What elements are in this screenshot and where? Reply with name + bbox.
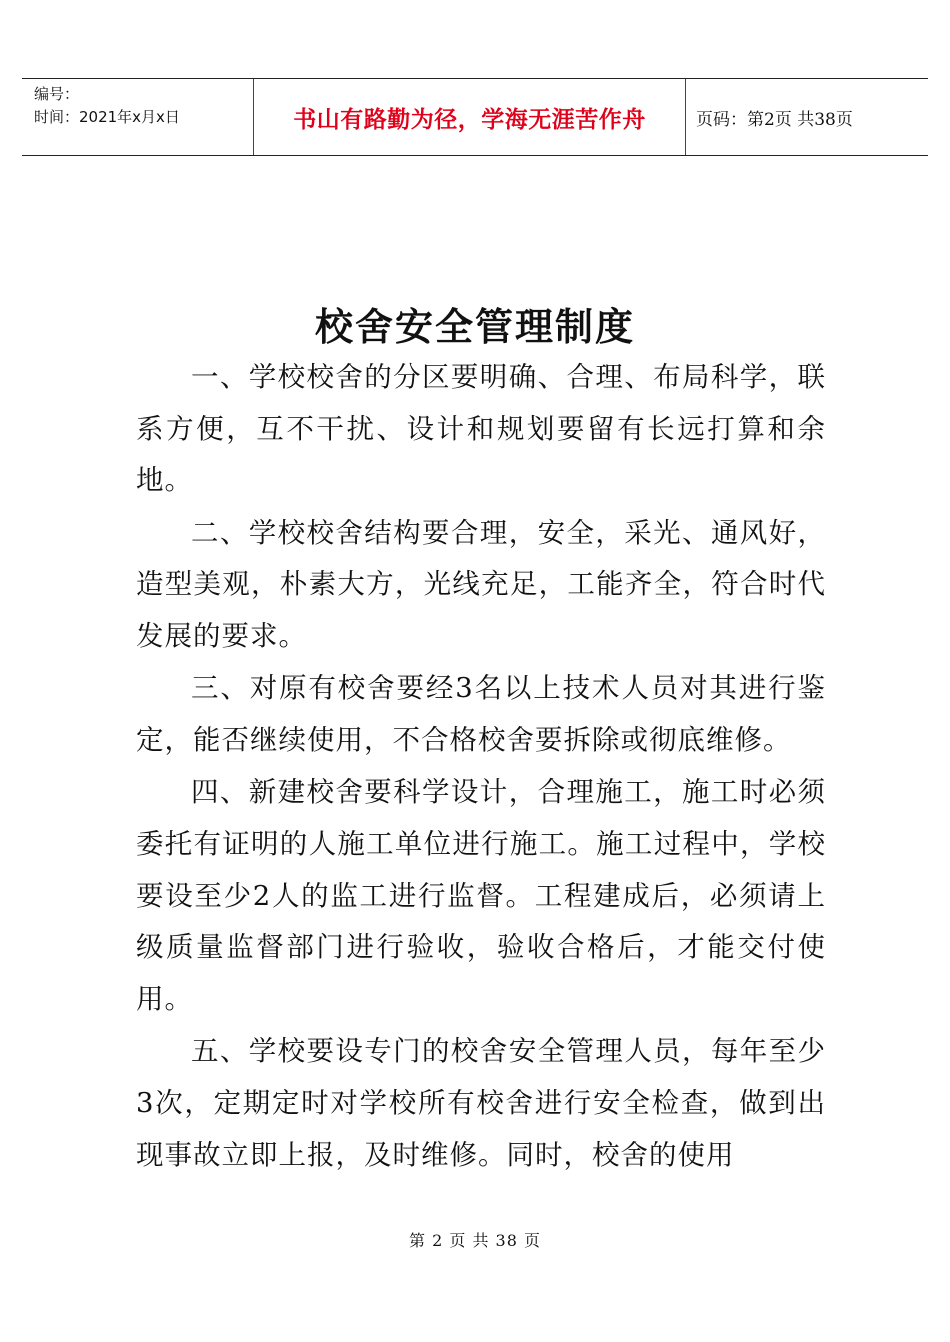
paragraph-4: 四、新建校舍要科学设计，合理施工，施工时必须委托有证明的人施工单位进行施工。施工过程中，学校要设至少2人的监工进行监督。工程建成后，必须请上级质量监督部门进行验收，验收合格后，才能交付使用。 — [136, 776, 826, 1015]
paragraph-3: 三、对原有校舍要经3名以上技术人员对其进行鉴定，能否继续使用，不合格校舍要拆除或彻底维修。 — [136, 672, 826, 756]
paragraph-5: 五、学校要设专门的校舍安全管理人员，每年至少3次，定期定时对学校所有校舍进行安全检查，做到出现事故立即上报，及时维修。同时，校舍的使用 — [136, 1035, 826, 1171]
document-time-label: 时间：2021年x月x日 — [34, 108, 180, 126]
document-body — [136, 352, 826, 1181]
page-header — [22, 78, 928, 156]
header-page-info: 页码：第2页 共38页 — [696, 109, 853, 130]
document-title: 校舍安全管理制度 — [314, 304, 635, 349]
document-number-label: 编号： — [34, 85, 80, 103]
paragraph-1: 一、学校校舍的分区要明确、合理、布局科学，联系方便，互不干扰、设计和规划要留有长远打算和余地。 — [136, 361, 826, 497]
header-meta — [22, 79, 254, 155]
paragraph-2: 二、学校校舍结构要合理，安全，采光、通风好，造型美观，朴素大方，光线充足，工能齐全，符合时代发展的要求。 — [136, 516, 826, 653]
header-motto: 书山有路勤为径，学海无涯苦作舟 — [254, 79, 686, 155]
page-footer: 第 2 页 共 38 页 — [409, 1231, 541, 1250]
